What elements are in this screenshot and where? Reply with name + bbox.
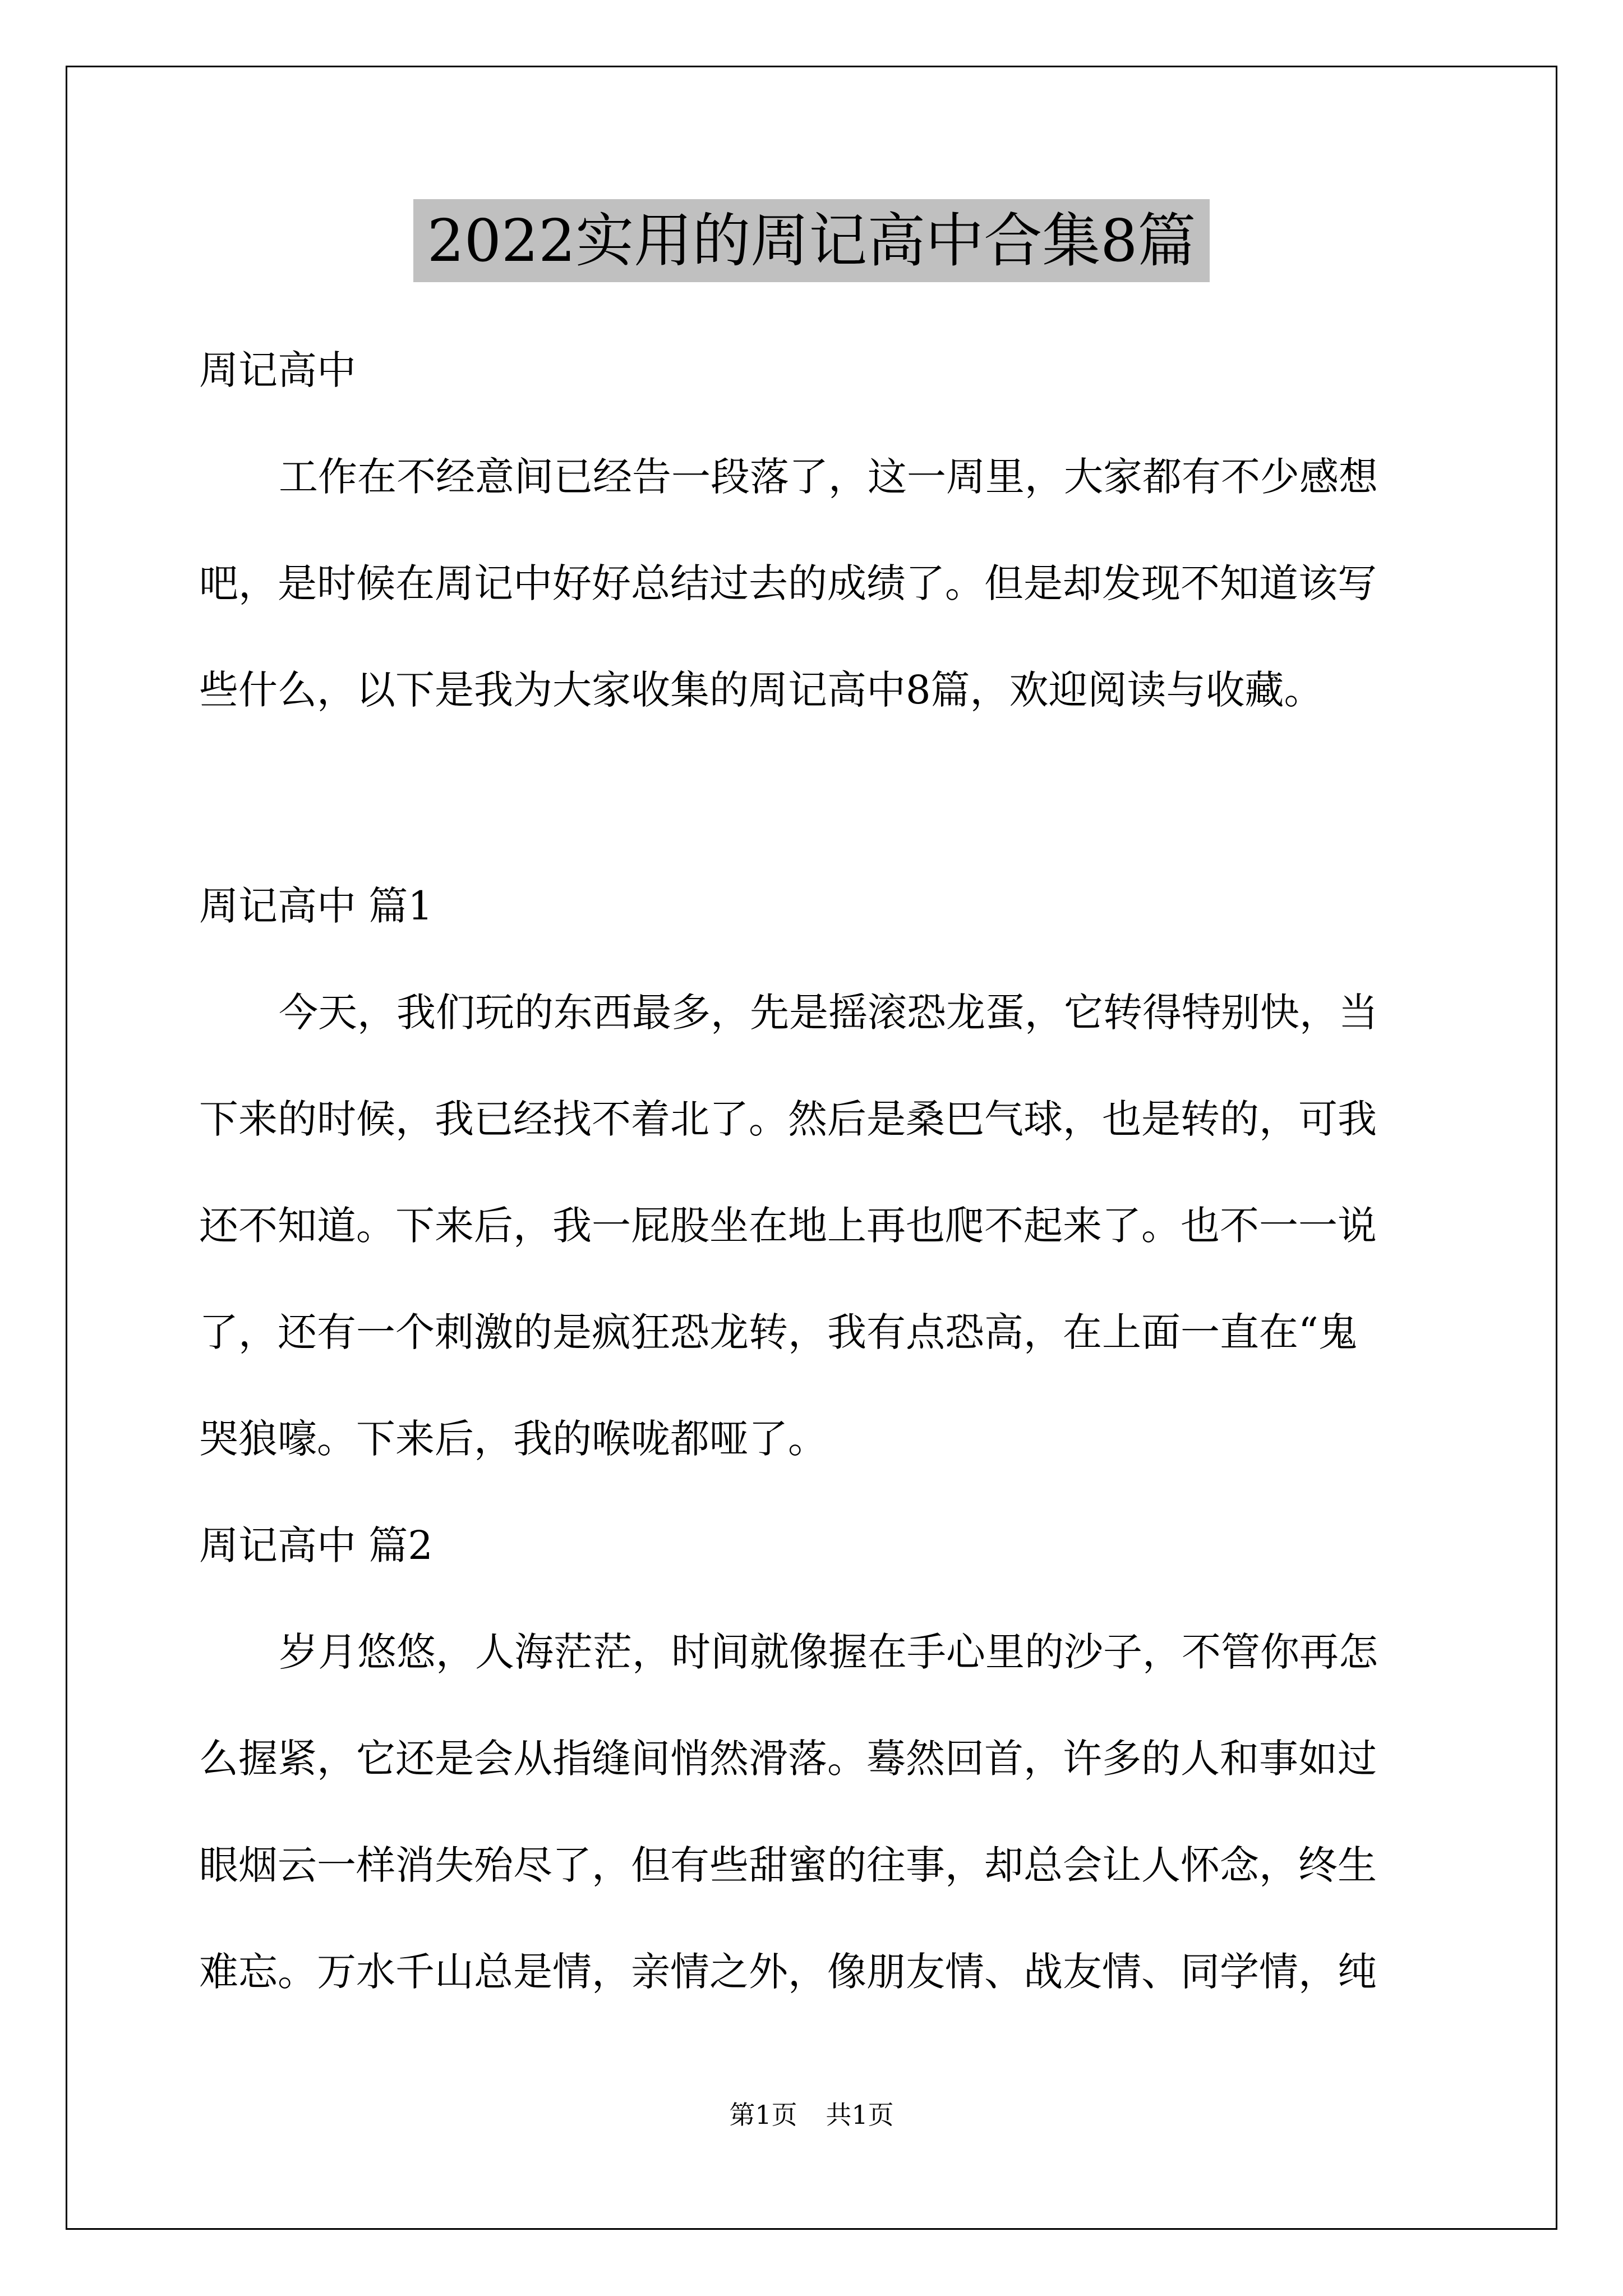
intro-line: 吧，是时候在周记中好好总结过去的成绩了。但是却发现不知道该写 [199, 560, 1377, 606]
section-1-line: 了，还有一个刺激的是疯狂恐龙转，我有点恐高，在上面一直在“鬼 [199, 1309, 1358, 1355]
section-2-line: 眼烟云一样消失殆尽了，但有些甜蜜的往事，却总会让人怀念，终生 [199, 1842, 1377, 1888]
page-footer [0, 2098, 1623, 2132]
section-1-line: 还不知道。下来后，我一屁股坐在地上再也爬不起来了。也不一一说 [199, 1203, 1377, 1249]
intro-line: 工作在不经意间已经告一段落了，这一周里，大家都有不少感想 [279, 454, 1378, 500]
section-1-line: 哭狼嚎。下来后，我的喉咙都哑了。 [199, 1416, 827, 1462]
section-1-line: 今天，我们玩的东西最多，先是摇滚恐龙蛋，它转得特别快，当 [279, 990, 1378, 1036]
section-2-line: 岁月悠悠，人海茫茫，时间就像握在手心里的沙子，不管你再怎 [279, 1629, 1378, 1675]
section-2-line: 难忘。万水千山总是情，亲情之外，像朋友情、战友情、同学情，纯 [199, 1949, 1377, 1995]
section-1-line: 下来的时候，我已经找不着北了。然后是桑巴气球，也是转的，可我 [199, 1096, 1377, 1142]
page-number: 第1页 [729, 2100, 797, 2130]
section-2-heading: 周记高中 篇2 [199, 1522, 433, 1568]
section-2-line: 么握紧，它还是会从指缝间悄然滑落。蓦然回首，许多的人和事如过 [199, 1736, 1377, 1782]
page-total: 共1页 [826, 2100, 894, 2130]
intro-heading: 周记高中 [199, 347, 356, 393]
section-1-heading: 周记高中 篇1 [199, 883, 433, 929]
document-title: 2022实用的周记高中合集8篇 [413, 199, 1210, 282]
intro-line: 些什么，以下是我为大家收集的周记高中8篇，欢迎阅读与收藏。 [199, 667, 1324, 713]
